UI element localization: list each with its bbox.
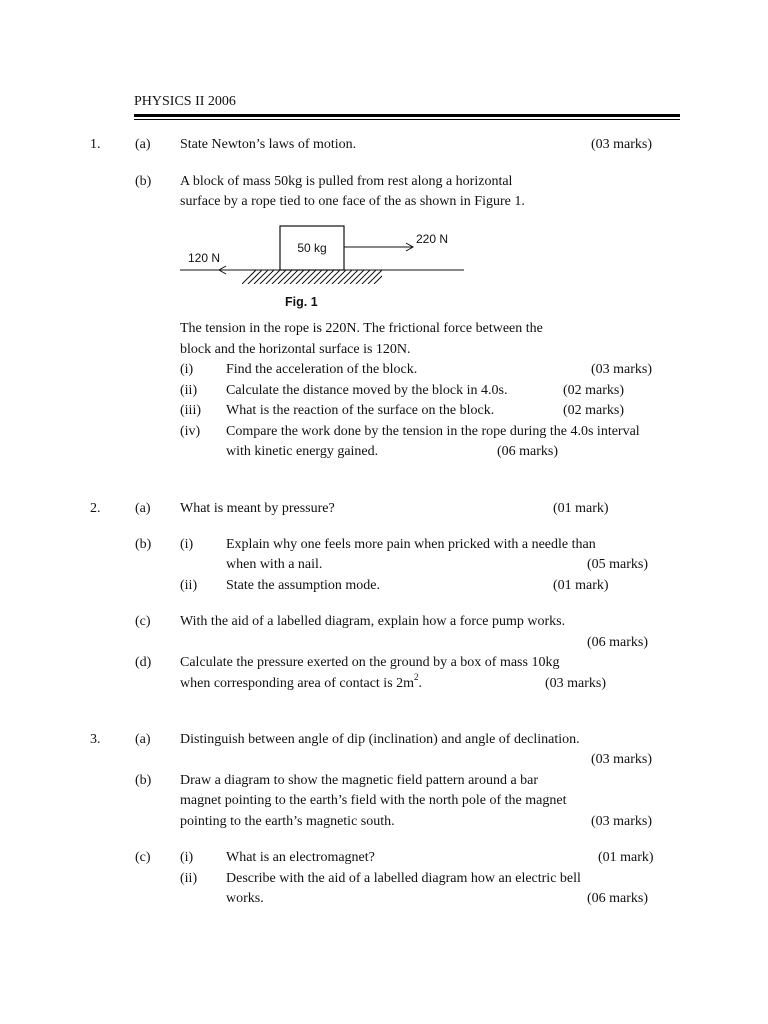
area-period: . (418, 676, 423, 691)
subpart-label: (i) (180, 537, 194, 552)
area-exponent: 2 (414, 672, 419, 683)
question-text: magnet pointing to the earth’s field with the north pole of the magnet (180, 793, 567, 808)
marks: (06 marks) (587, 635, 649, 650)
marks: (01 mark) (553, 578, 609, 593)
question-text: works. (226, 891, 264, 906)
question-text: Distinguish between angle of dip (inclination) and angle of declination. (180, 732, 580, 747)
marks: (01 mark) (553, 501, 609, 516)
marks: (01 mark) (598, 850, 654, 865)
header-rule-thick (134, 114, 680, 117)
header-rule-thin (134, 119, 680, 120)
question-text: State the assumption mode. (226, 578, 380, 593)
question-text: Draw a diagram to show the magnetic field pattern around a bar (180, 773, 539, 788)
area-text: when corresponding area of contact is 2m (180, 676, 415, 691)
question-number: 1. (90, 137, 101, 152)
ground-hatching (242, 270, 388, 284)
part-label: (a) (135, 501, 151, 516)
marks: (02 marks) (563, 383, 625, 398)
question-text: Explain why one feels more pain when pricked with a needle than (226, 537, 596, 552)
friction-label: 120 N (188, 251, 221, 265)
marks: (03 marks) (545, 676, 607, 691)
part-label: (c) (135, 614, 151, 629)
question-text: The tension in the rope is 220N. The frictional force between the (180, 321, 543, 336)
part-label: (a) (135, 137, 151, 152)
part-label: (b) (135, 174, 152, 189)
block-mass-label: 50 kg (297, 241, 327, 255)
marks: (03 marks) (591, 137, 653, 152)
marks: (02 marks) (563, 403, 625, 418)
tension-label: 220 N (416, 232, 449, 246)
question-text: What is the reaction of the surface on the block. (226, 403, 495, 418)
question-text: What is meant by pressure? (180, 501, 335, 516)
marks: (05 marks) (587, 557, 649, 572)
question-text: With the aid of a labelled diagram, explain how a force pump works. (180, 614, 566, 629)
question-text: What is an electromagnet? (226, 850, 375, 865)
figure-block-diagram (178, 222, 470, 312)
question-text: with kinetic energy gained. (226, 444, 379, 459)
marks: (06 marks) (497, 444, 559, 459)
part-label: (a) (135, 732, 151, 747)
page-title: PHYSICS II 2006 (134, 94, 236, 109)
subpart-label: (ii) (180, 871, 198, 886)
question-text: Describe with the aid of a labelled diagram how an electric bell (226, 871, 581, 886)
question-text: surface by a rope tied to one face of the as shown in Figure 1. (180, 194, 525, 209)
question-text: Find the acceleration of the block. (226, 362, 418, 377)
part-label: (b) (135, 773, 152, 788)
question-text (180, 672, 423, 692)
part-label: (c) (135, 850, 151, 865)
figure-caption: Fig. 1 (285, 295, 318, 309)
subpart-label: (ii) (180, 578, 198, 593)
subpart-label: (i) (180, 362, 194, 377)
question-text: Calculate the pressure exerted on the ground by a box of mass 10kg (180, 655, 560, 670)
question-number: 3. (90, 732, 101, 747)
marks: (03 marks) (591, 752, 653, 767)
question-text: pointing to the earth’s magnetic south. (180, 814, 395, 829)
question-text: Calculate the distance moved by the block in 4.0s. (226, 383, 508, 398)
marks: (06 marks) (587, 891, 649, 906)
question-text: when with a nail. (226, 557, 323, 572)
question-text: A block of mass 50kg is pulled from rest along a horizontal (180, 174, 513, 189)
subpart-label: (ii) (180, 383, 198, 398)
question-text: block and the horizontal surface is 120N. (180, 342, 411, 357)
marks: (03 marks) (591, 362, 653, 377)
part-label: (d) (135, 655, 152, 670)
question-text: Compare the work done by the tension in the rope during the 4.0s interval (226, 424, 640, 439)
subpart-label: (iii) (180, 403, 201, 418)
part-label: (b) (135, 537, 152, 552)
subpart-label: (iv) (180, 424, 201, 439)
marks: (03 marks) (591, 814, 653, 829)
question-number: 2. (90, 501, 101, 516)
question-text: State Newton’s laws of motion. (180, 137, 357, 152)
subpart-label: (i) (180, 850, 194, 865)
